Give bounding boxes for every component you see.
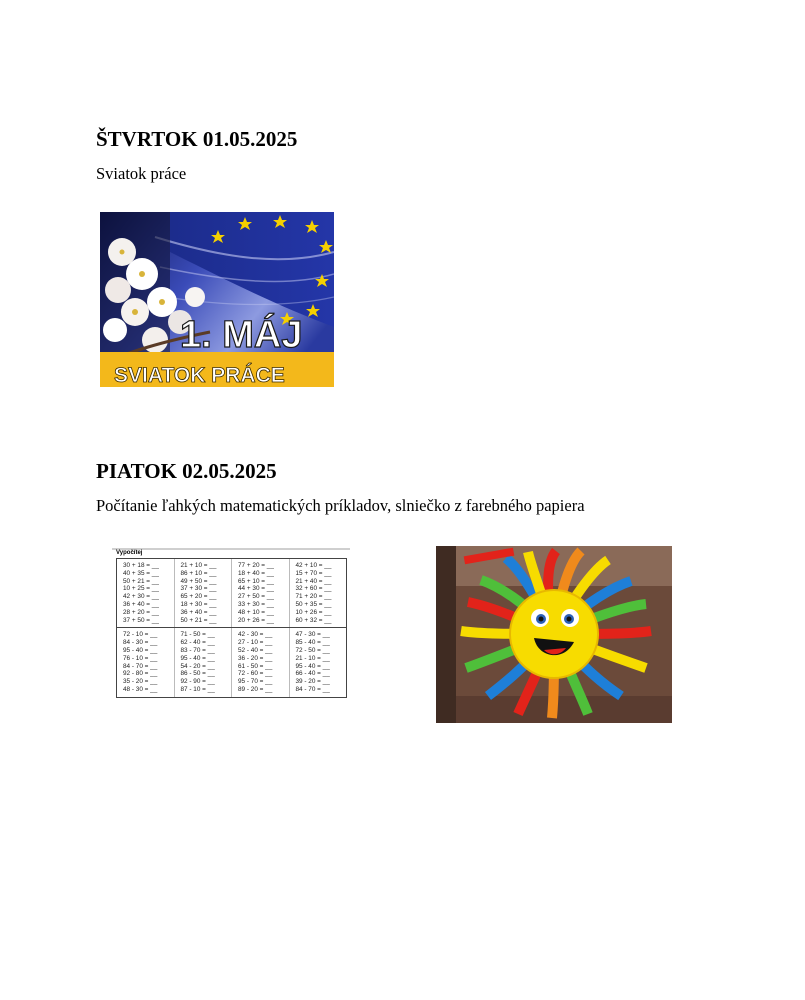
math-problem: 50 + 35 = __ <box>295 600 332 608</box>
math-problem: 65 + 10 = __ <box>238 577 274 585</box>
worksheet-addition-block <box>117 559 346 628</box>
math-problem: 83 - 70 = __ <box>180 646 215 654</box>
may-day-title-text: 1. MÁJ <box>180 314 303 356</box>
math-problem: 61 - 50 = __ <box>238 662 273 670</box>
day1-heading: ŠTVRTOK 01.05.2025 <box>96 127 298 151</box>
math-problem: 21 - 10 = __ <box>295 654 330 662</box>
math-problem: 84 - 70 = __ <box>123 662 158 670</box>
math-problem: 44 + 30 = __ <box>238 585 274 593</box>
math-problem: 30 + 18 = __ <box>123 562 159 569</box>
math-problem: 54 - 20 = __ <box>180 662 215 670</box>
math-problem: 48 - 30 = __ <box>123 685 158 693</box>
math-problem: 37 + 30 = __ <box>180 585 217 593</box>
math-problem: 71 + 20 = __ <box>295 593 332 601</box>
math-problem: 27 + 50 = __ <box>238 593 274 601</box>
math-problem: 42 + 30 = __ <box>123 593 159 601</box>
math-problem: 95 - 70 = __ <box>238 678 273 686</box>
worksheet-title: Vypočítej <box>116 550 143 556</box>
math-problem: 18 + 30 = __ <box>180 600 217 608</box>
math-problem: 92 - 90 = __ <box>180 678 215 686</box>
math-problem: 86 + 10 = __ <box>180 569 217 577</box>
math-problem: 36 + 40 = __ <box>123 600 159 608</box>
math-problem: 50 + 21 = __ <box>123 577 159 585</box>
math-problem: 47 - 30 = __ <box>295 631 330 639</box>
math-problem: 62 - 40 = __ <box>180 639 215 647</box>
math-problem: 36 - 20 = __ <box>238 654 273 662</box>
math-problem: 15 + 70 = __ <box>295 569 332 577</box>
math-problem: 95 - 40 = __ <box>123 646 158 654</box>
worksheet-grid <box>116 558 347 698</box>
math-problem: 10 + 26 = __ <box>295 608 332 616</box>
math-problem: 49 + 50 = __ <box>180 577 217 585</box>
math-problem: 65 + 20 = __ <box>180 593 217 601</box>
worksheet-subtraction-block <box>117 628 346 696</box>
may-day-subtitle-text: SVIATOK PRÁCE <box>114 364 285 387</box>
day2-heading: PIATOK 02.05.2025 <box>96 459 277 483</box>
math-problem: 32 + 60 = __ <box>295 585 332 593</box>
worksheet-column <box>175 559 233 627</box>
math-problem: 37 + 50 = __ <box>123 616 159 624</box>
paper-sun-craft-image <box>436 546 672 723</box>
math-problem: 21 + 10 = __ <box>180 562 217 569</box>
math-problem: 84 - 70 = __ <box>295 685 330 693</box>
math-problem: 66 - 40 = __ <box>295 670 330 678</box>
math-problem: 77 + 20 = __ <box>238 562 274 569</box>
worksheet-column <box>232 628 290 696</box>
math-problem: 52 - 40 = __ <box>238 646 273 654</box>
math-problem: 87 - 10 = __ <box>180 685 215 693</box>
math-problem: 39 - 20 = __ <box>295 678 330 686</box>
worksheet-column <box>117 559 175 627</box>
math-problem: 48 + 10 = __ <box>238 608 274 616</box>
day2-text: Počítanie ľahkých matematických príkladov, slniečko z farebného papiera <box>96 496 585 515</box>
math-problem: 72 - 50 = __ <box>295 646 330 654</box>
math-problem: 36 + 40 = __ <box>180 608 217 616</box>
math-problem: 72 - 10 = __ <box>123 631 158 639</box>
math-problem: 85 - 40 = __ <box>295 639 330 647</box>
day1-text: Sviatok práce <box>96 164 187 183</box>
math-problem: 76 - 10 = __ <box>123 654 158 662</box>
math-problem: 28 + 20 = __ <box>123 608 159 616</box>
math-problem: 20 + 26 = __ <box>238 616 274 624</box>
math-problem: 84 - 30 = __ <box>123 639 158 647</box>
math-problem: 50 + 21 = __ <box>180 616 217 624</box>
math-problem: 89 - 20 = __ <box>238 685 273 693</box>
math-problem: 92 - 80 = __ <box>123 670 158 678</box>
math-problem: 60 + 32 = __ <box>295 616 332 624</box>
math-problem: 21 + 40 = __ <box>295 577 332 585</box>
math-problem: 10 + 25 = __ <box>123 585 159 593</box>
math-problem: 42 - 30 = __ <box>238 631 273 639</box>
math-problem: 35 - 20 = __ <box>123 678 158 686</box>
worksheet-column <box>117 628 175 696</box>
worksheet-column <box>290 559 347 627</box>
math-problem: 72 - 60 = __ <box>238 670 273 678</box>
may-day-image <box>100 212 334 387</box>
math-problem: 40 + 35 = __ <box>123 569 159 577</box>
worksheet-column <box>290 628 347 696</box>
math-problem: 86 - 50 = __ <box>180 670 215 678</box>
math-problem: 42 + 10 = __ <box>295 562 332 569</box>
math-problem: 33 + 30 = __ <box>238 600 274 608</box>
math-problem: 71 - 50 = __ <box>180 631 215 639</box>
worksheet-column <box>175 628 233 696</box>
math-problem: 18 + 40 = __ <box>238 569 274 577</box>
worksheet-column <box>232 559 290 627</box>
math-problem: 95 - 40 = __ <box>180 654 215 662</box>
math-problem: 27 - 10 = __ <box>238 639 273 647</box>
math-worksheet-image <box>112 548 350 718</box>
worksheet-top-rule <box>112 548 350 550</box>
math-problem: 95 - 40 = __ <box>295 662 330 670</box>
